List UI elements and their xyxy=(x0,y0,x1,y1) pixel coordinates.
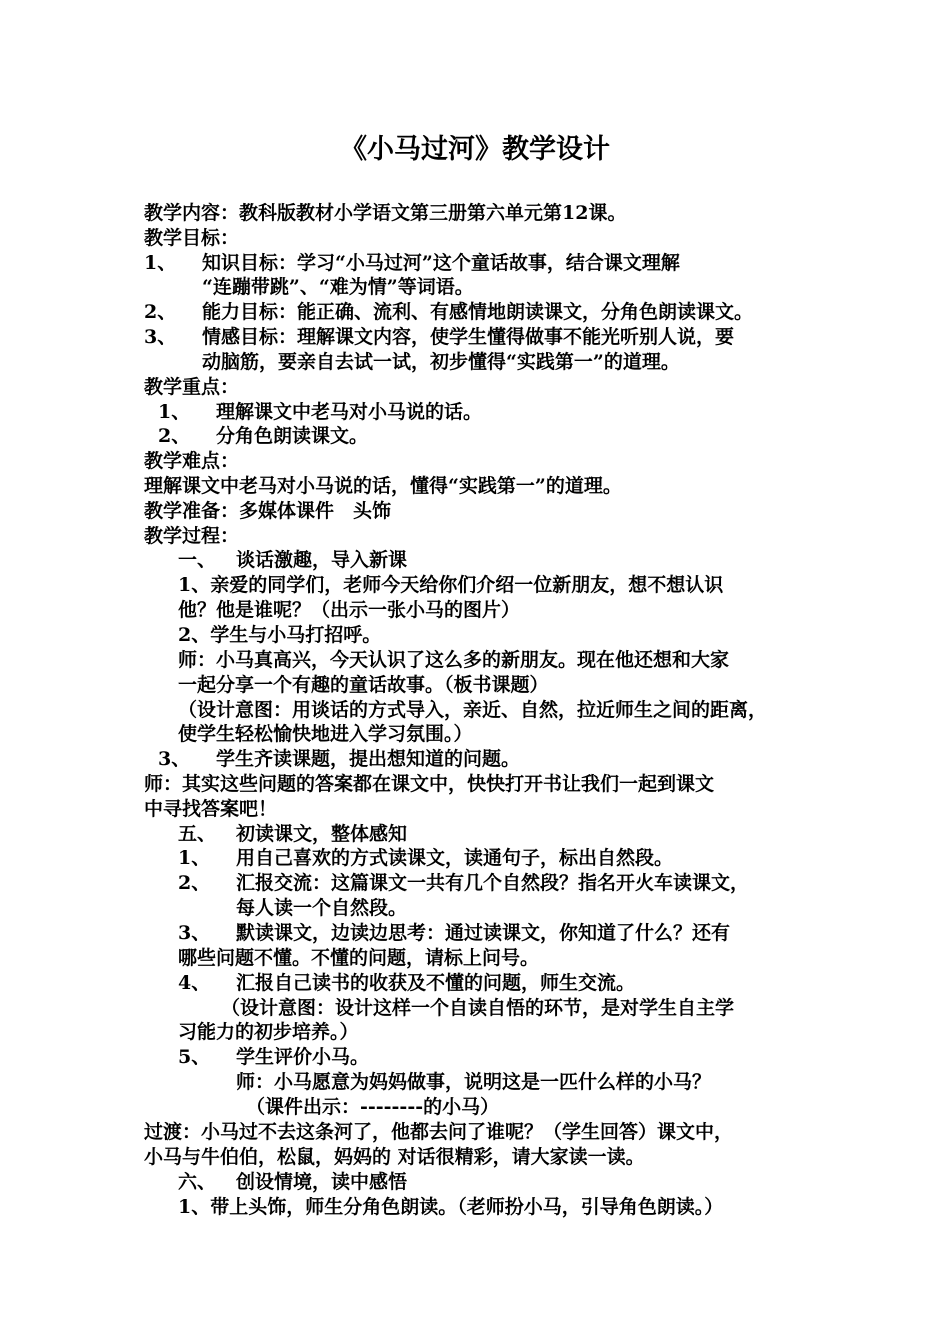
section-1-para1-line2: 他？他是谁呢？（出示一张小马的图片） xyxy=(178,599,521,621)
section-1-teacher-line2: 中寻找答案吧！ xyxy=(144,798,278,820)
section-2-item-1-line1: 用自己喜欢的方式读课文，读通句子，标出自然段。 xyxy=(236,847,674,869)
lesson-number: 12 xyxy=(562,202,589,224)
section-1-teacher-line1: 师：其实这些问题的答案都在课文中，快快打开书让我们一起到课文 xyxy=(144,773,715,795)
transition-line1: 过渡：小马过不去这条河了，他都去问了谁呢？（学生回答）课文中， xyxy=(144,1121,734,1143)
objectives-heading: 教学目标： xyxy=(144,227,240,249)
process-heading: 教学过程： xyxy=(144,525,240,547)
section-1-para5: 学生齐读课题，提出想知道的问题。 xyxy=(216,748,521,770)
section-2-item-5-text: 学生评价小马。 xyxy=(236,1046,370,1068)
objective-3-line1: 情感目标：理解课文内容，使学生懂得做事不能光听别人说，要 xyxy=(202,326,735,348)
section-1-design-note-line2: 使学生轻松愉快地进入学习氛围。） xyxy=(178,723,473,745)
section-2-item-3-line2: 哪些问题不懂。不懂的问题，请标上问号。 xyxy=(178,947,540,969)
section-1-title: 谈话激趣，导入新课 xyxy=(236,549,408,571)
document-title: 《小马过河》教学设计 xyxy=(340,134,610,165)
objective-3-number: 3、 xyxy=(144,326,177,348)
objective-1-number: 1、 xyxy=(144,252,177,274)
key-point-2-text: 分角色朗读课文。 xyxy=(216,425,369,447)
lesson-suffix: 课。 xyxy=(588,202,627,224)
section-1-para2: 2、学生与小马打招呼。 xyxy=(178,624,382,646)
transition-line2: 小马与牛伯伯，松鼠，妈妈的 对话很精彩，请大家读一读。 xyxy=(144,1146,645,1168)
section-1-para3-line1: 师：小马真高兴，今天认识了这么多的新朋友。现在他还想和大家 xyxy=(178,649,730,671)
section-2-title: 初读课文，整体感知 xyxy=(236,823,408,845)
key-points-heading: 教学重点： xyxy=(144,376,240,398)
section-2-item-4-line1: 汇报自己读书的收获及不懂的问题，师生交流。 xyxy=(236,972,636,994)
section-2-item-3-line1: 默读课文，边读边思考：通过读课文，你知道了什么？还有 xyxy=(236,922,731,944)
objective-1-line2: “连蹦带跳”、“难为情”等词语。 xyxy=(202,276,474,298)
section-2-item-4-number: 4、 xyxy=(178,972,211,994)
section-2-item-1-number: 1、 xyxy=(178,847,211,869)
key-point-2-number: 2、 xyxy=(158,425,191,447)
section-1-para5-number: 3、 xyxy=(158,748,191,770)
objective-2-number: 2、 xyxy=(144,301,177,323)
objective-2-line1: 能力目标：能正确、流利、有感情地朗读课文，分角色朗读课文。 xyxy=(202,301,754,323)
section-3-number: 六、 xyxy=(178,1171,217,1193)
section-2-teacher-question: 师：小马愿意为妈妈做事，说明这是一匹什么样的小马？ xyxy=(236,1071,712,1093)
section-1-design-note-line1: （设计意图：用谈话的方式导入，亲近、自然，拉近师生之间的距离， xyxy=(178,699,768,721)
section-2-number: 五、 xyxy=(178,823,217,845)
section-2-item-2-line2: 每人读一个自然段。 xyxy=(236,897,408,919)
section-3-para1: 1、带上头饰，师生分角色朗读。（老师扮小马，引导角色朗读。） xyxy=(178,1196,724,1218)
section-2-courseware-display: （课件出示：--------的小马） xyxy=(246,1096,500,1118)
difficulty-text: 理解课文中老马对小马说的话，懂得“实践第一”的道理。 xyxy=(144,475,622,497)
section-2-item-5-number: 5、 xyxy=(178,1046,211,1068)
section-2-item-2-number: 2、 xyxy=(178,872,211,894)
section-1-para3-line2: 一起分享一个有趣的童话故事。（板书课题） xyxy=(178,674,549,696)
section-2-item-3-number: 3、 xyxy=(178,922,211,944)
objective-1-line1: 知识目标：学习“小马过河”这个童话故事，结合课文理解 xyxy=(202,252,680,274)
section-1-para1-line1: 1、亲爱的同学们，老师今天给你们介绍一位新朋友，想不想认识 xyxy=(178,574,724,596)
difficulty-heading: 教学难点： xyxy=(144,450,240,472)
section-2-item-2-line1: 汇报交流：这篇课文一共有几个自然段？指名开火车读课文， xyxy=(236,872,750,894)
preparation-line: 教学准备：多媒体课件 头饰 xyxy=(144,500,392,522)
section-3-title: 创设情境，读中感悟 xyxy=(236,1171,408,1193)
key-point-1-number: 1、 xyxy=(158,401,191,423)
teaching-content-line xyxy=(144,201,626,225)
teaching-content-label: 教学内容：教科版教材小学语文第三册第六单元第 xyxy=(144,202,563,224)
section-1-number: 一、 xyxy=(178,549,217,571)
section-2-design-note-line2: 习能力的初步培养。） xyxy=(178,1021,359,1043)
section-2-design-note-line1: （设计意图：设计这样一个自读自悟的环节，是对学生自主学 xyxy=(221,997,735,1019)
key-point-1-text: 理解课文中老马对小马说的话。 xyxy=(216,401,483,423)
objective-3-line2: 动脑筋，要亲自去试一试，初步懂得“实践第一”的道理。 xyxy=(202,351,680,373)
